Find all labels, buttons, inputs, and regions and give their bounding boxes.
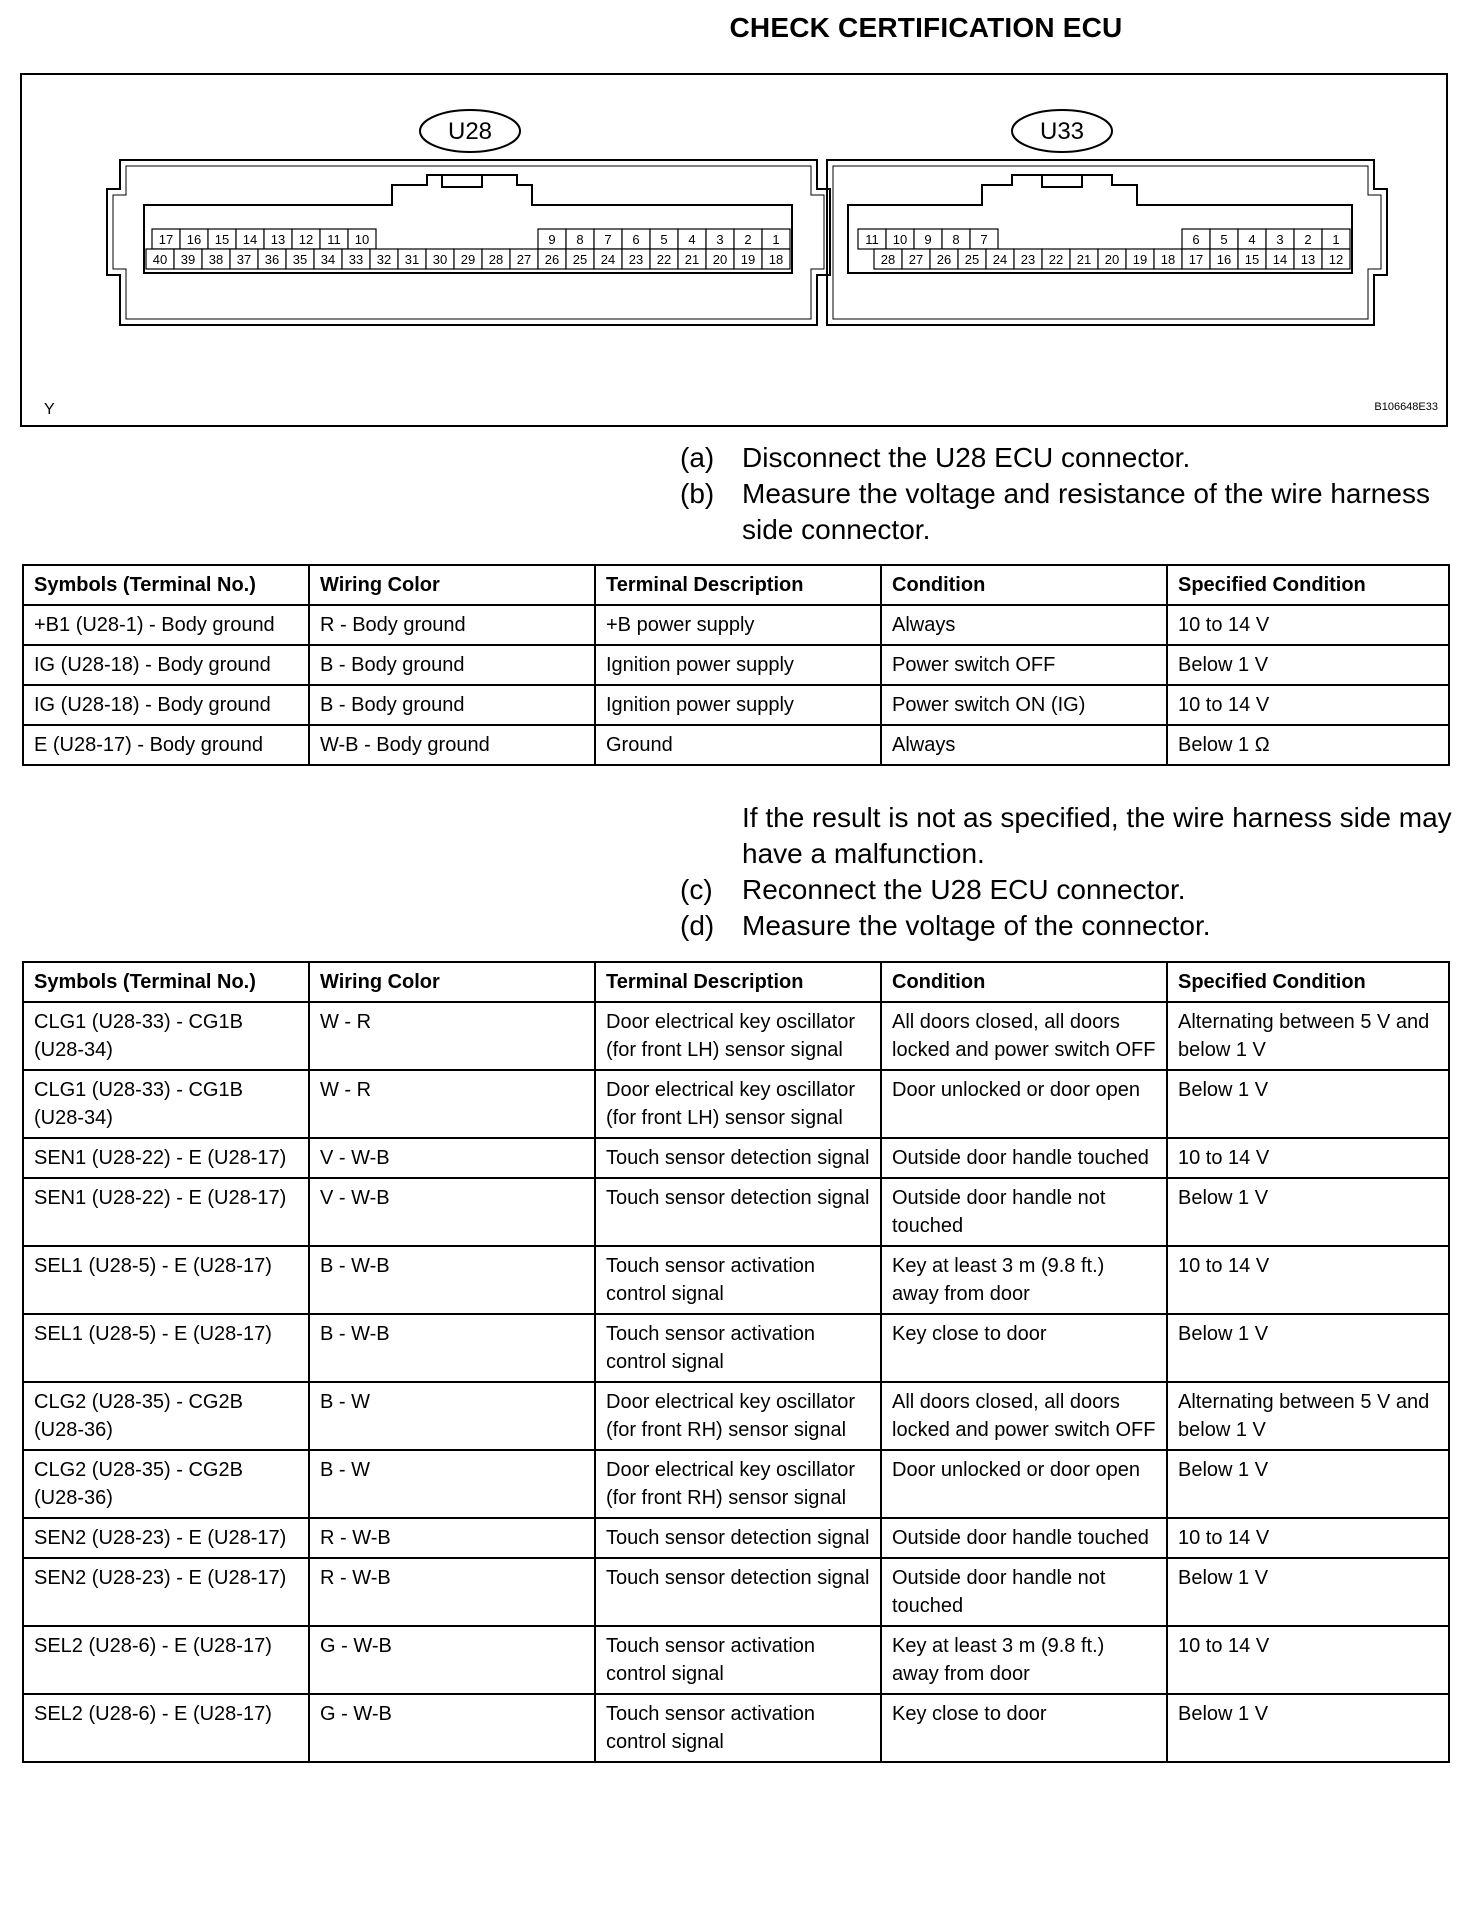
- table-cell: W - R: [309, 1002, 595, 1070]
- pin-number: 40: [152, 252, 168, 267]
- table-cell: Door electrical key oscillator (for front LH) sensor signal: [595, 1070, 881, 1138]
- table-row: [23, 1518, 1449, 1558]
- pin-number: 39: [180, 252, 196, 267]
- pin-number: 11: [865, 232, 879, 247]
- pin-number: 1: [772, 232, 780, 247]
- pin-number: 15: [214, 232, 230, 247]
- table-cell: Ignition power supply: [595, 645, 881, 685]
- table-cell: Key close to door: [881, 1314, 1167, 1382]
- table-cell: B - W-B: [309, 1314, 595, 1382]
- pin-number: 21: [684, 252, 700, 267]
- table-cell: +B power supply: [595, 605, 881, 645]
- pin-number: 13: [270, 232, 286, 247]
- table-row: [23, 1002, 1449, 1070]
- pin-number: 23: [1020, 252, 1036, 267]
- pin-number: 38: [208, 252, 224, 267]
- table-cell: IG (U28-18) - Body ground: [23, 645, 309, 685]
- table-cell: SEN1 (U28-22) - E (U28-17): [23, 1178, 309, 1246]
- pin-number: 4: [688, 232, 696, 247]
- connector-diagram: [20, 73, 1448, 427]
- pin-number: 23: [628, 252, 644, 267]
- pin-number: 25: [964, 252, 980, 267]
- table-cell: 10 to 14 V: [1167, 605, 1449, 645]
- figure-code: B106648E33: [1374, 401, 1438, 413]
- table-row: [23, 1070, 1449, 1138]
- pin-number: 16: [186, 232, 202, 247]
- pin-number: 16: [1216, 252, 1232, 267]
- table-cell: Door unlocked or door open: [881, 1450, 1167, 1518]
- step-label: (a): [680, 442, 715, 473]
- table-cell: Touch sensor detection signal: [595, 1518, 881, 1558]
- table-cell: Outside door handle touched: [881, 1518, 1167, 1558]
- pin-number: 36: [264, 252, 280, 267]
- pin-number: 17: [1188, 252, 1204, 267]
- table-cell: CLG2 (U28-35) - CG2B (U28-36): [23, 1382, 309, 1450]
- pin-number: 17: [158, 232, 174, 247]
- page-title: CHECK CERTIFICATION ECU: [729, 12, 1123, 43]
- pin-number: 9: [924, 232, 932, 247]
- table-cell: B - W: [309, 1450, 595, 1518]
- table-cell: Key close to door: [881, 1694, 1167, 1762]
- table-cell: R - W-B: [309, 1558, 595, 1626]
- col-header-condition: Condition: [881, 962, 1167, 1002]
- table-cell: Outside door handle touched: [881, 1138, 1167, 1178]
- pin-number: 30: [432, 252, 448, 267]
- table-cell: IG (U28-18) - Body ground: [23, 685, 309, 725]
- table-cell: Below 1 V: [1167, 1558, 1449, 1626]
- table-cell: R - Body ground: [309, 605, 595, 645]
- table-cell: 10 to 14 V: [1167, 685, 1449, 725]
- table-cell: W - R: [309, 1070, 595, 1138]
- pin-number: 12: [298, 232, 314, 247]
- pin-number: 2: [744, 232, 752, 247]
- pin-number: 2: [1304, 232, 1312, 247]
- col-header-symbols: Symbols (Terminal No.): [23, 962, 309, 1002]
- pin-number: 14: [242, 232, 258, 247]
- col-header-specified-condition: Specified Condition: [1167, 565, 1449, 605]
- pin-number: 26: [936, 252, 952, 267]
- table-cell: SEL1 (U28-5) - E (U28-17): [23, 1246, 309, 1314]
- pin-number: 3: [1276, 232, 1284, 247]
- table-cell: Door electrical key oscillator (for front RH) sensor signal: [595, 1450, 881, 1518]
- table-cell: Outside door handle not touched: [881, 1178, 1167, 1246]
- table-row: [23, 685, 1449, 725]
- col-header-condition: Condition: [881, 565, 1167, 605]
- table-cell: 10 to 14 V: [1167, 1138, 1449, 1178]
- pin-number: 5: [1220, 232, 1228, 247]
- pin-number: 20: [712, 252, 728, 267]
- pin-number: 19: [1132, 252, 1148, 267]
- pin-number: 32: [376, 252, 392, 267]
- pin-number: 35: [292, 252, 308, 267]
- corner-mark: Y: [44, 401, 55, 418]
- pin-number: 28: [488, 252, 504, 267]
- pin-number: 10: [354, 232, 370, 247]
- step-text: Disconnect the U28 ECU connector.: [742, 442, 1191, 473]
- pin-number: 19: [740, 252, 756, 267]
- table-cell: Power switch OFF: [881, 645, 1167, 685]
- col-header-terminal-description: Terminal Description: [595, 565, 881, 605]
- table-cell: Alternating between 5 V and below 1 V: [1167, 1382, 1449, 1450]
- table-cell: Below 1 V: [1167, 1070, 1449, 1138]
- table-cell: B - W: [309, 1382, 595, 1450]
- table-cell: Below 1 V: [1167, 1450, 1449, 1518]
- pin-number: 29: [460, 252, 476, 267]
- table-cell: Touch sensor activation control signal: [595, 1694, 881, 1762]
- pin-number: 21: [1076, 252, 1092, 267]
- table-cell: SEL2 (U28-6) - E (U28-17): [23, 1626, 309, 1694]
- pin-number: 8: [952, 232, 960, 247]
- step-b: [680, 476, 1462, 548]
- table-row: [23, 645, 1449, 685]
- table-cell: All doors closed, all doors locked and power switch OFF: [881, 1002, 1167, 1070]
- table-cell: SEN2 (U28-23) - E (U28-17): [23, 1558, 309, 1626]
- table-cell: G - W-B: [309, 1626, 595, 1694]
- table-cell: B - W-B: [309, 1246, 595, 1314]
- connector-drawing: [22, 75, 1446, 425]
- table-cell: Ground: [595, 725, 881, 765]
- table-cell: Power switch ON (IG): [881, 685, 1167, 725]
- table-cell: G - W-B: [309, 1694, 595, 1762]
- pin-number: 4: [1248, 232, 1256, 247]
- pin-number: 27: [908, 252, 924, 267]
- table-cell: SEL1 (U28-5) - E (U28-17): [23, 1314, 309, 1382]
- col-header-specified-condition: Specified Condition: [1167, 962, 1449, 1002]
- pin-number: 22: [656, 252, 672, 267]
- table-cell: Key at least 3 m (9.8 ft.) away from door: [881, 1246, 1167, 1314]
- table-row: [23, 1382, 1449, 1450]
- table-cell: CLG2 (U28-35) - CG2B (U28-36): [23, 1450, 309, 1518]
- col-header-wiring-color: Wiring Color: [309, 962, 595, 1002]
- pin-number: 34: [320, 252, 336, 267]
- pin-number: 8: [576, 232, 584, 247]
- table-cell: Outside door handle not touched: [881, 1558, 1167, 1626]
- table-cell: Touch sensor activation control signal: [595, 1246, 881, 1314]
- table-row: [23, 1138, 1449, 1178]
- table-row: [23, 1246, 1449, 1314]
- table-cell: R - W-B: [309, 1518, 595, 1558]
- step-d: [680, 908, 1211, 944]
- table-row: [23, 605, 1449, 645]
- pin-number: 5: [660, 232, 668, 247]
- table-cell: Alternating between 5 V and below 1 V: [1167, 1002, 1449, 1070]
- table-cell: Below 1 V: [1167, 645, 1449, 685]
- table-row: [23, 1450, 1449, 1518]
- table-cell: Below 1 Ω: [1167, 725, 1449, 765]
- col-header-terminal-description: Terminal Description: [595, 962, 881, 1002]
- steps-top: [680, 440, 1462, 548]
- pin-number: 11: [327, 232, 341, 247]
- table-cell: 10 to 14 V: [1167, 1518, 1449, 1558]
- table-row: [23, 1558, 1449, 1626]
- table-cell: Door electrical key oscillator (for front RH) sensor signal: [595, 1382, 881, 1450]
- table-row: [23, 1626, 1449, 1694]
- pin-number: 31: [404, 252, 420, 267]
- table-row: [23, 1314, 1449, 1382]
- pin-number: 7: [604, 232, 612, 247]
- pin-number: 6: [632, 232, 640, 247]
- pin-number: 37: [236, 252, 252, 267]
- table-cell: All doors closed, all doors locked and power switch OFF: [881, 1382, 1167, 1450]
- pin-number: 12: [1328, 252, 1344, 267]
- step-label: (b): [680, 478, 715, 509]
- table-cell: Touch sensor detection signal: [595, 1558, 881, 1626]
- u28-label: U28: [447, 118, 493, 145]
- pin-number: 28: [880, 252, 896, 267]
- connector-voltage-table: [22, 961, 1450, 1763]
- pin-number: 3: [716, 232, 724, 247]
- pin-number: 24: [600, 252, 616, 267]
- table-cell: SEL2 (U28-6) - E (U28-17): [23, 1694, 309, 1762]
- table-cell: Touch sensor detection signal: [595, 1138, 881, 1178]
- table-cell: Door electrical key oscillator (for front LH) sensor signal: [595, 1002, 881, 1070]
- step-c: [680, 872, 1211, 908]
- table-cell: SEN1 (U28-22) - E (U28-17): [23, 1138, 309, 1178]
- table-cell: CLG1 (U28-33) - CG1B (U28-34): [23, 1002, 309, 1070]
- table-cell: 10 to 14 V: [1167, 1246, 1449, 1314]
- step-a: [680, 440, 1462, 476]
- pin-number: 20: [1104, 252, 1120, 267]
- col-header-wiring-color: Wiring Color: [309, 565, 595, 605]
- table-cell: +B1 (U28-1) - Body ground: [23, 605, 309, 645]
- table-cell: Below 1 V: [1167, 1694, 1449, 1762]
- pin-number: 7: [980, 232, 988, 247]
- pin-number: 25: [572, 252, 588, 267]
- table-cell: Below 1 V: [1167, 1178, 1449, 1246]
- table-row: [23, 1178, 1449, 1246]
- table-cell: V - W-B: [309, 1138, 595, 1178]
- table-cell: 10 to 14 V: [1167, 1626, 1449, 1694]
- pin-number: 18: [768, 252, 784, 267]
- table-cell: Always: [881, 725, 1167, 765]
- table-cell: Key at least 3 m (9.8 ft.) away from door: [881, 1626, 1167, 1694]
- pin-number: 6: [1192, 232, 1200, 247]
- pin-number: 27: [516, 252, 532, 267]
- table-cell: B - Body ground: [309, 685, 595, 725]
- steps-mid: [680, 872, 1211, 944]
- table-row: [23, 725, 1449, 765]
- table-cell: E (U28-17) - Body ground: [23, 725, 309, 765]
- result-note: If the result is not as specified, the wire harness side may have a malfunction.: [742, 802, 1452, 869]
- pin-number: 10: [892, 232, 908, 247]
- table-cell: Touch sensor activation control signal: [595, 1626, 881, 1694]
- pin-grid: [146, 229, 1350, 269]
- table-cell: Always: [881, 605, 1167, 645]
- pin-number: 26: [544, 252, 560, 267]
- u33-label: U33: [1039, 118, 1085, 145]
- col-header-symbols: Symbols (Terminal No.): [23, 565, 309, 605]
- step-text: Measure the voltage of the connector.: [742, 910, 1211, 941]
- table-cell: V - W-B: [309, 1178, 595, 1246]
- table-cell: CLG1 (U28-33) - CG1B (U28-34): [23, 1070, 309, 1138]
- pin-number: 1: [1332, 232, 1340, 247]
- table-row: [23, 1694, 1449, 1762]
- pin-number: 9: [548, 232, 556, 247]
- pin-number: 14: [1272, 252, 1288, 267]
- pin-number: 24: [992, 252, 1008, 267]
- step-label: (c): [680, 874, 713, 905]
- table-cell: Touch sensor activation control signal: [595, 1314, 881, 1382]
- step-text: Measure the voltage and resistance of the wire harness side connector.: [742, 478, 1430, 545]
- step-label: (d): [680, 910, 715, 941]
- pin-number: 22: [1048, 252, 1064, 267]
- step-text: Reconnect the U28 ECU connector.: [742, 874, 1186, 905]
- pin-number: 13: [1300, 252, 1316, 267]
- pin-number: 15: [1244, 252, 1260, 267]
- table-cell: SEN2 (U28-23) - E (U28-17): [23, 1518, 309, 1558]
- table-cell: Door unlocked or door open: [881, 1070, 1167, 1138]
- table-cell: Below 1 V: [1167, 1314, 1449, 1382]
- table-cell: B - Body ground: [309, 645, 595, 685]
- pin-number: 18: [1160, 252, 1176, 267]
- pin-number: 33: [348, 252, 364, 267]
- harness-spec-table: [22, 564, 1450, 766]
- table-cell: W-B - Body ground: [309, 725, 595, 765]
- table-cell: Touch sensor detection signal: [595, 1178, 881, 1246]
- table-cell: Ignition power supply: [595, 685, 881, 725]
